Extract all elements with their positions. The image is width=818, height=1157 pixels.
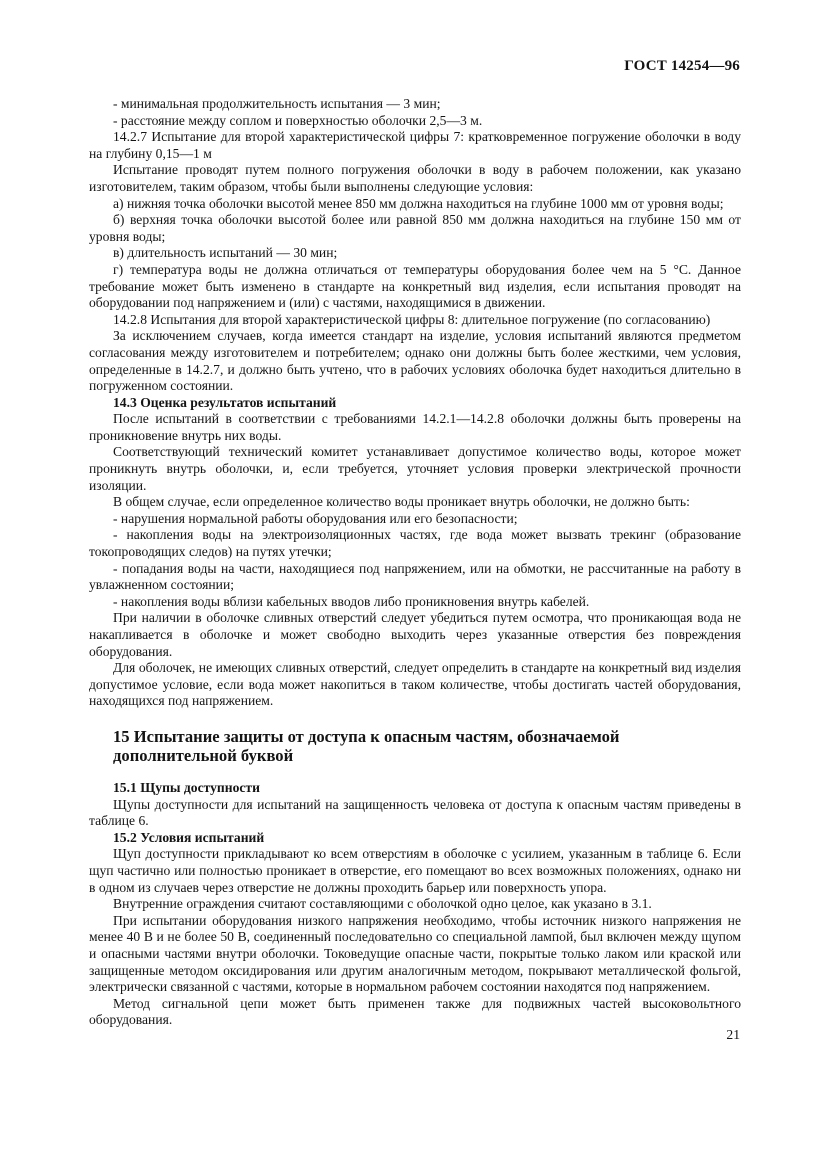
subsection-heading-14-3: 14.3 Оценка результатов испытаний xyxy=(113,394,337,410)
paragraph: - расстояние между соплом и поверхностью оболочки 2,5—3 м. xyxy=(113,112,483,128)
page-body xyxy=(89,96,741,1029)
paragraph: Метод сигнальной цепи может быть применен также для подвижных частей высоковольтного оборудования. xyxy=(89,995,741,1028)
list-item: б) верхняя точка оболочки высотой более или равной 850 мм должна находиться на глубине 150 мм от уровня воды; xyxy=(89,212,741,244)
list-item: - накопления воды вблизи кабельных вводов либо проникновения внутрь кабелей. xyxy=(113,593,590,609)
list-item: - нарушения нормальной работы оборудования или его безопасности; xyxy=(113,510,518,526)
paragraph: При наличии в оболочке сливных отверстий следует убедиться путем осмотра, что проникающая вода не накапливается в оболочке и может свободно выходить через указанные отверстия без повреждения оборудования. xyxy=(89,610,741,659)
paragraph: Испытание проводят путем полного погружения оболочки в воду в рабочем положении, как указано изготовителем, таким образом, чтобы были выполнены следующие условия: xyxy=(89,162,741,194)
subsection-heading-15-2: 15.2 Условия испытаний xyxy=(113,829,265,845)
list-item: - накопления воды на электроизоляционных частях, где вода может вызвать трекинг (образование токопроводящих следов) на путях утечки; xyxy=(89,527,741,560)
list-item: в) длительность испытаний — 30 мин; xyxy=(113,245,338,261)
subsection-heading-15-1: 15.1 Щупы доступности xyxy=(113,779,260,795)
paragraph: При испытании оборудования низкого напряжения необходимо, чтобы источник низкого напряжения не менее 40 В и не более 50 В, соединенный последовательно со специальной лампой, был включен между щупом и опасными частями внутри оболочки. Токоведущие опасные части, покрытые только лаком или краской или защищенные методом оксидирования или другим аналогичным методом, покрывают металлической фольгой, электрически связанной с частями, которые в нормальном рабочем состоянии находятся под напряжением. xyxy=(89,912,741,995)
list-item: а) нижняя точка оболочки высотой менее 850 мм должна находиться на глубине 1000 мм от уровня воды; xyxy=(113,195,724,211)
paragraph: После испытаний в соответствии с требованиями 14.2.1—14.2.8 оболочки должны быть проверены на проникновение внутрь них воды. xyxy=(89,411,741,443)
section-title-15: 15 Испытание защиты от доступа к опасным частям, обозначаемой дополнительной буквой xyxy=(113,726,620,765)
paragraph: Для оболочек, не имеющих сливных отверстий, следует определить в стандарте на конкретный вид изделия допустимое условие, если вода может накопиться в таком количестве, чтобы достигать частей оборудования, находящихся под напряжением. xyxy=(89,660,741,709)
paragraph-14-2-8-heading: 14.2.8 Испытания для второй характеристической цифры 8: длительное погружение (по согласованию) xyxy=(113,311,711,327)
paragraph: Внутренние ограждения считают составляющими с оболочкой одно целое, как указано в 3.1. xyxy=(113,896,652,912)
paragraph: Соответствующий технический комитет устанавливает допустимое количество воды, которое может проникнуть внутрь оболочки, и, если требуется, уточняет условия проверки электрической прочности изоляции. xyxy=(89,444,741,493)
paragraph: Щуп доступности прикладывают ко всем отверстиям в оболочке с усилием, указанным в таблице 6. Если щуп частично или полностью проникает в отверстие, его помещают во всех возможных положениях, однако ни в одном из случаев через отверстие не должны проходить барьер или поверхность упора. xyxy=(89,846,741,895)
paragraph-14-2-7-heading: 14.2.7 Испытание для второй характеристической цифры 7: кратковременное погружение оболочки в воду на глубину 0,15—1 м xyxy=(89,129,741,161)
list-item: г) температура воды не должна отличаться от температуры оборудования более чем на 5 °С. Данное требование может быть изменено в стандарте на конкретный вид изделия, если испытания проводят на оборудовании под напряжением и (или) с частями, находящимися в движении. xyxy=(89,261,741,311)
list-item: - попадания воды на части, находящиеся под напряжением, или на обмотки, не рассчитанные на работу в увлажненном состоянии; xyxy=(89,560,741,593)
paragraph: - минимальная продолжительность испытания — 3 мин; xyxy=(113,96,441,111)
paragraph: За исключением случаев, когда имеется стандарт на изделие, условия испытаний являются предметом согласования между изготовителем и потребителем; однако они должны быть более жесткими, чем условия, определенные в 14.2.7, и должно быть учтено, что в рабочих условиях оболочка будет находиться длительно в погруженном состоянии. xyxy=(89,328,741,394)
paragraph: Щупы доступности для испытаний на защищенность человека от доступа к опасным частям приведены в таблице 6. xyxy=(89,796,741,829)
paragraph: В общем случае, если определенное количество воды проникает внутрь оболочки, не должно быть: xyxy=(113,494,690,510)
document-code-header: ГОСТ 14254—96 xyxy=(624,58,740,74)
page-number: 21 xyxy=(726,1027,740,1042)
